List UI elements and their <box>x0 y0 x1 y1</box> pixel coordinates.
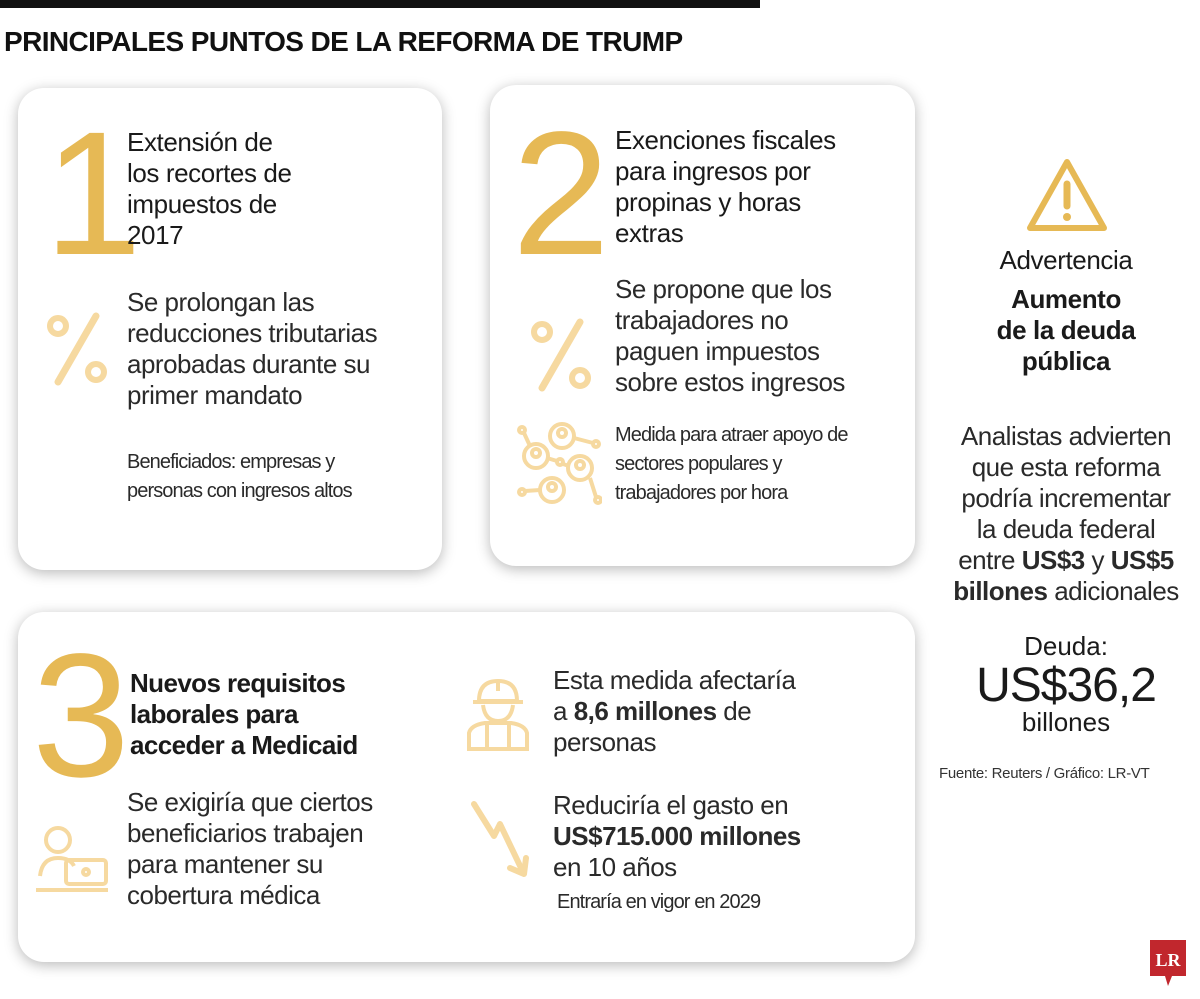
savings-amount: US$715.000 millones <box>553 821 801 851</box>
impact-line: Esta medida afectaría <box>553 665 796 695</box>
heading-line: propinas y horas <box>615 187 801 217</box>
title-line: de la deuda <box>996 315 1136 345</box>
warning-label: Advertencia <box>999 245 1133 275</box>
lightning-down-arrow-icon <box>470 800 532 882</box>
card-3-body <box>127 787 373 911</box>
percent-icon <box>46 312 110 386</box>
heading-line: para ingresos por <box>615 156 811 186</box>
body-line: trabajadores no <box>615 305 789 335</box>
debt-value: US$36,2 <box>976 659 1156 712</box>
heading-line: 2017 <box>127 220 184 250</box>
card-1-body <box>127 287 377 411</box>
note-line: personas con ingresos altos <box>127 480 352 502</box>
card-number-1: 1 <box>44 96 138 292</box>
network-people-icon <box>514 420 602 508</box>
affected-people-count: 8,6 millones <box>573 696 717 726</box>
analysis-line <box>935 545 1197 576</box>
card-1-heading <box>127 127 292 251</box>
warning-title <box>940 284 1192 377</box>
impact-line <box>553 696 795 727</box>
source-credit: Fuente: Reuters / Gráfico: LR-VT <box>939 765 1150 782</box>
note-line: Medida para atraer apoyo de <box>615 424 848 446</box>
card-number-3: 3 <box>32 618 126 814</box>
analysis-line: podría incrementar <box>961 483 1171 513</box>
card-3-savings <box>553 790 801 883</box>
heading-line: Exenciones fiscales <box>615 125 836 155</box>
card-1-note <box>127 448 352 506</box>
analysis-text <box>935 421 1197 607</box>
percent-icon <box>530 318 594 392</box>
text: y <box>1084 545 1111 575</box>
body-line: Se prolongan las <box>127 287 315 317</box>
body-line: Se propone que los <box>615 274 832 304</box>
debt-label: Deuda: <box>1024 631 1108 661</box>
title-line: Aumento <box>1011 284 1121 314</box>
person-laptop-icon <box>34 824 110 896</box>
analysis-line: Analistas advierten <box>960 421 1172 451</box>
amount: US$5 <box>1110 545 1174 575</box>
effective-date-note: Entraría en vigor en 2029 <box>557 891 761 913</box>
card-2-heading <box>615 125 836 249</box>
note-line: trabajadores por hora <box>615 482 788 504</box>
heading-line: Nuevos requisitos <box>130 668 346 698</box>
body-line: cobertura médica <box>127 880 320 910</box>
card-2-body <box>615 274 845 398</box>
card-number-2: 2 <box>512 96 606 292</box>
title-line: pública <box>1021 346 1111 376</box>
heading-line: Extensión de <box>127 127 273 157</box>
body-line: primer mandato <box>127 380 303 410</box>
analysis-line: la deuda federal <box>976 514 1156 544</box>
text: a <box>553 696 574 726</box>
body-line: aprobadas durante su <box>127 349 370 379</box>
body-line: Se exigiría que ciertos <box>127 787 373 817</box>
note-line: Beneficiados: empresas y <box>127 451 335 473</box>
body-line: para mantener su <box>127 849 323 879</box>
lr-logo <box>1148 938 1188 988</box>
card-3-impact <box>553 665 795 758</box>
amount-unit: billones <box>953 576 1048 606</box>
warning-icon <box>1024 156 1110 234</box>
text: de <box>716 696 752 726</box>
page-title: PRINCIPALES PUNTOS DE LA REFORMA DE TRUMP <box>4 26 683 57</box>
heading-line: extras <box>615 218 684 248</box>
card-2-note <box>615 421 848 508</box>
top-rule <box>0 0 760 8</box>
note-line: sectores populares y <box>615 453 782 475</box>
heading-line: los recortes de <box>127 158 292 188</box>
heading-line: laborales para <box>130 699 298 729</box>
savings-line: en 10 años <box>553 852 677 882</box>
worker-helmet-icon <box>465 675 531 751</box>
analysis-line: que esta reforma <box>971 452 1161 482</box>
text: adicionales <box>1047 576 1179 606</box>
svg-text:LR: LR <box>1155 950 1181 970</box>
debt-unit: billones <box>1021 707 1111 737</box>
body-line: beneficiarios trabajen <box>127 818 364 848</box>
savings-line: Reduciría el gasto en <box>553 790 789 820</box>
text: entre <box>958 545 1022 575</box>
body-line: sobre estos ingresos <box>615 367 845 397</box>
body-line: paguen impuestos <box>615 336 820 366</box>
card-3-heading <box>130 668 358 761</box>
analysis-line <box>935 576 1197 607</box>
impact-line: personas <box>553 727 656 757</box>
heading-line: impuestos de <box>127 189 277 219</box>
amount: US$3 <box>1021 545 1085 575</box>
heading-line: acceder a Medicaid <box>130 730 358 760</box>
body-line: reducciones tributarias <box>127 318 378 348</box>
